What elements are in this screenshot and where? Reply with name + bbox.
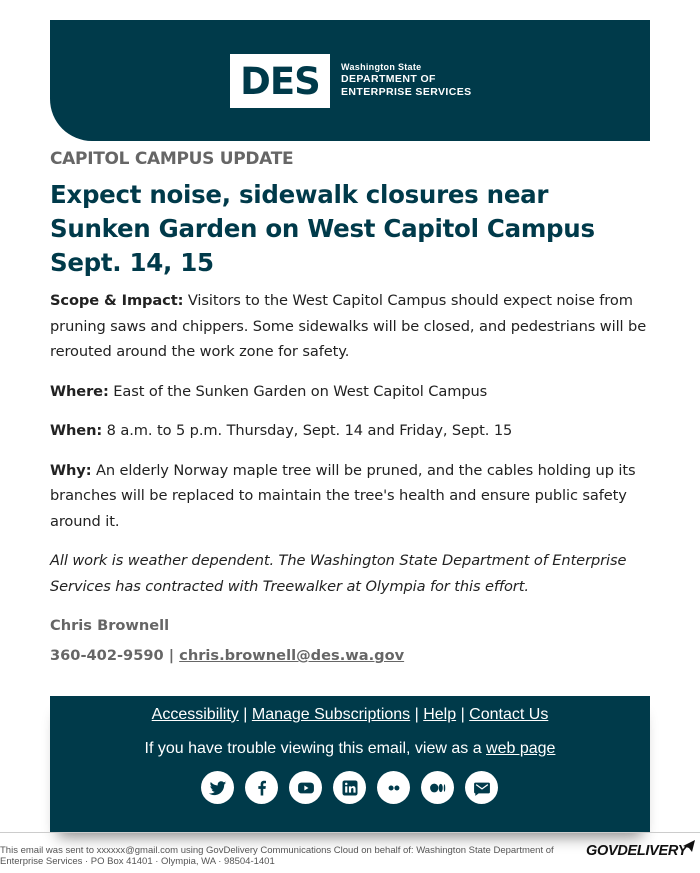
email-header <box>50 20 650 141</box>
scope-label: Scope & Impact: <box>50 292 184 309</box>
govdelivery-logo[interactable] <box>586 843 687 859</box>
medium-icon[interactable] <box>421 771 454 804</box>
footer-link-separator: | <box>238 706 252 723</box>
email-card <box>50 20 650 833</box>
headline: Expect noise, sidewalk closures near Sunken Garden on West Capitol Campus Sept. 14, 15 <box>50 180 595 277</box>
des-logo-mark: DES <box>240 59 320 103</box>
scope-paragraph <box>50 288 650 365</box>
when-label: When: <box>50 422 103 439</box>
twitter-icon[interactable] <box>201 771 234 804</box>
accessibility-link[interactable]: Accessibility <box>151 706 239 723</box>
contact-email-link[interactable]: chris.brownell@des.wa.gov <box>179 647 405 664</box>
youtube-icon[interactable] <box>289 771 322 804</box>
org-name-line3: ENTERPRISE SERVICES <box>341 86 472 98</box>
why-paragraph <box>50 458 650 535</box>
footer-links <box>50 696 650 725</box>
email-footer <box>50 696 650 833</box>
social-links <box>201 771 498 804</box>
kicker: CAPITOL CAMPUS UPDATE <box>50 149 294 169</box>
org-name-line1: Washington State <box>341 62 422 72</box>
why-text: An elderly Norway maple tree will be pruned, and the cables holding up its branches will be replaced to maintain the tree's health and ensure public safety around it. <box>50 461 636 530</box>
where-paragraph <box>50 379 650 405</box>
flickr-icon[interactable] <box>377 771 410 804</box>
contact-us-link[interactable]: Contact Us <box>469 706 549 723</box>
view-online-line <box>50 739 650 759</box>
contact-line <box>50 643 650 669</box>
linkedin-icon[interactable] <box>333 771 366 804</box>
help-link[interactable]: Help <box>423 706 457 723</box>
email-disclaimer: This email was sent to xxxxxx@gmail.com using GovDelivery Communications Cloud on behalf of: Washington State Department of Enterprise Services · PO Box 41401 · Olympia, WA · 98504-1401 <box>0 845 554 867</box>
when-paragraph <box>50 418 650 444</box>
org-name-line2: DEPARTMENT OF <box>341 73 436 85</box>
paper-plane-icon <box>683 840 695 852</box>
scope-text: Visitors to the West Capitol Campus should expect noise from pruning saws and chippers. Some sidewalks will be closed, and pedestrians will be rerouted around the work zone for safety. <box>50 292 647 360</box>
govdelivery-logo-text: GOVDELIVERY <box>586 843 688 859</box>
weather-note: All work is weather dependent. The Washington State Department of Enterprise Services has contracted with Treewalker at Olympia for this effort. <box>50 552 627 595</box>
org-name <box>341 61 472 99</box>
footer-link-separator: | <box>410 706 424 723</box>
where-label: Where: <box>50 382 109 400</box>
facebook-icon[interactable] <box>245 771 278 804</box>
contact-phone: 360-402-9590 <box>50 647 164 664</box>
footer-link-separator: | <box>456 706 470 723</box>
contact-separator: | <box>163 647 180 664</box>
view-online-text: If you have trouble viewing this email, view as a <box>144 740 487 757</box>
email-subscribe-icon[interactable] <box>465 771 498 804</box>
contact-name: Chris Brownell <box>50 617 170 634</box>
des-logo <box>230 54 330 108</box>
manage-subscriptions-link[interactable]: Manage Subscriptions <box>251 706 411 723</box>
when-text: 8 a.m. to 5 p.m. Thursday, Sept. 14 and Friday, Sept. 15 <box>102 422 513 439</box>
web-page-link[interactable]: web page <box>486 740 556 757</box>
why-label: Why: <box>50 461 92 479</box>
where-text: East of the Sunken Garden on West Capitol Campus <box>108 382 488 400</box>
bottom-divider <box>0 832 700 833</box>
